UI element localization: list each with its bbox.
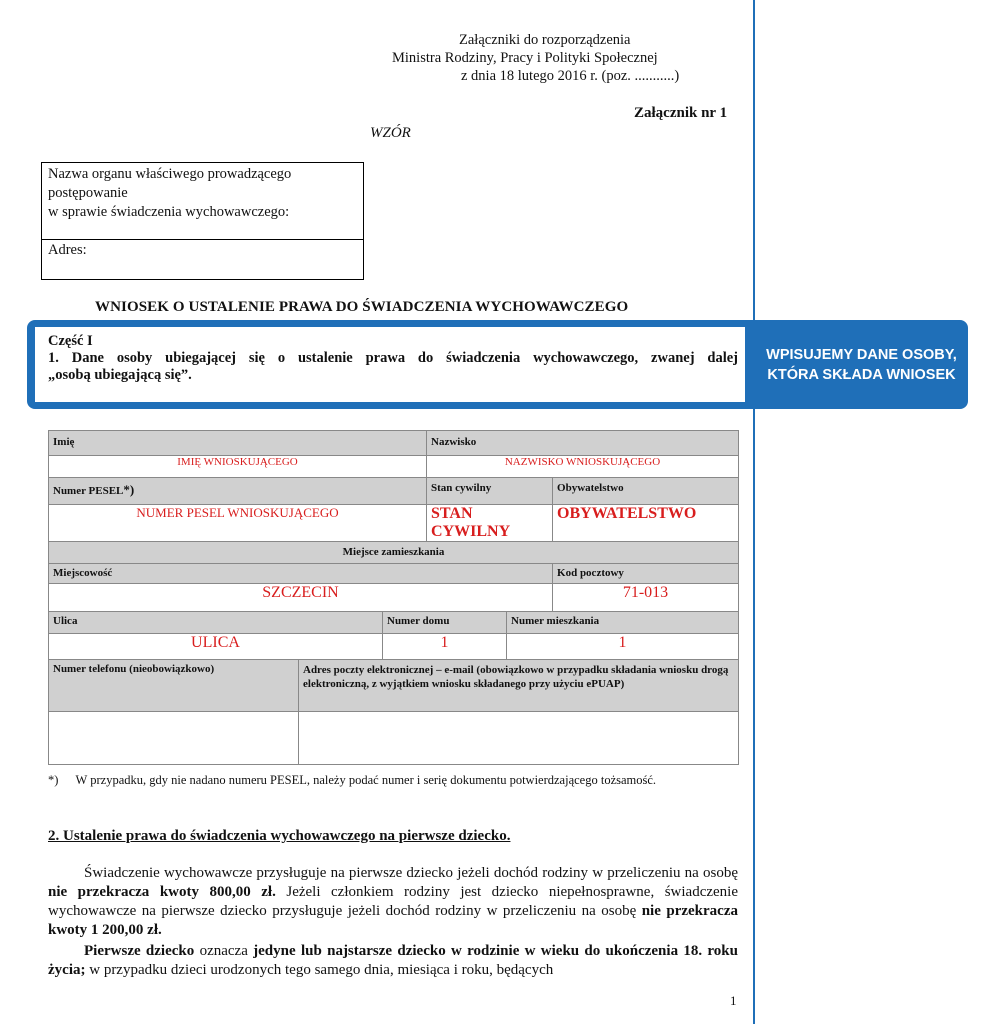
street-field[interactable]: ULICA [49,634,383,660]
attachment-number: Załącznik nr 1 [634,105,728,121]
first-name-label: Imię [49,431,427,456]
phone-field[interactable] [49,712,299,765]
apartment-number-field[interactable]: 1 [507,634,739,660]
first-name-field[interactable]: IMIĘ WNIOSKUJĄCEGO [49,456,427,478]
p2-text-a: Pierwsze dziecko [84,943,195,959]
residence-label: Miejsce zamieszkania [49,542,739,564]
organ-box [41,162,364,280]
form-title: WNIOSEK O USTALENIE PRAWA DO ŚWIADCZENIA WYCHOWAWCZEGO [95,299,629,315]
marital-status-label: Stan cywilny [427,478,553,505]
pesel-field[interactable]: NUMER PESEL WNIOSKUJĄCEGO [49,505,427,542]
email-label: Adres poczty elektronicznej – e-mail (obowiązkowo w przypadku składania wniosku drogą elektroniczną, z wyjątkiem wniosku składanego przy użyciu ePUAP) [299,660,739,712]
pesel-footnote-mark: *) [123,482,135,497]
house-number-label: Numer domu [383,612,507,634]
organ-name-line-3: w sprawie świadczenia wychowawczego: [48,204,290,220]
street-label: Ulica [49,612,383,634]
footnote [48,773,656,788]
margin-line [753,0,755,1024]
phone-label: Numer telefonu (nieobowiązkowo) [49,660,299,712]
section2-paragraph-1 [48,864,738,940]
apartment-number-label: Numer mieszkania [507,612,739,634]
applicant-data-table [48,430,739,765]
section2-paragraph-2 [48,942,738,980]
house-number-field[interactable]: 1 [383,634,507,660]
instruction-note [755,345,968,385]
part1-label: Część I [48,333,93,349]
organ-address-label: Adres: [48,242,87,258]
footnote-mark: *) [48,773,59,787]
organ-address-cell[interactable] [42,240,363,261]
instruction-note-line-2: KTÓRA SKŁADA WNIOSEK [767,367,956,383]
p1-text-b: nie przekracza kwoty 800,00 zł. [48,884,276,900]
header-line-2: Ministra Rodziny, Pracy i Polityki Społecznej [392,50,658,66]
p1-text-a: Świadczenie wychowawcze przysługuje na pierwsze dziecko jeżeli dochód rodziny w przeliczeniu na osobę [84,865,738,881]
p2-text-b: oznacza [194,943,254,959]
city-label: Miejscowość [49,564,553,584]
marital-status-field[interactable]: STAN CYWILNY [427,505,553,542]
part1-heading [48,333,738,384]
organ-name-cell[interactable] [42,163,363,240]
p1-text-c: Jeżeli członkiem rodziny jest dziecko niepełnosprawne, świadczenie wychowawcze na pierwsze dziecko przysługuje jeżeli dochód rodziny w przeliczeniu na osobę [48,884,738,919]
p2-text-d: w przypadku dzieci urodzonych tego samego dnia, miesiąca i roku, będących [85,962,554,978]
page-number: 1 [730,993,737,1008]
header-line-3: z dnia 18 lutego 2016 r. (poz. ...........) [461,68,680,84]
citizenship-field[interactable]: OBYWATELSTWO [553,505,739,542]
p2-text-c: jedyne lub najstarsze dziecko w rodzinie w wieku do ukończenia 18. roku życia; [48,943,738,978]
city-field[interactable]: SZCZECIN [49,584,553,612]
organ-name-line-2: postępowanie [48,185,128,201]
section2-heading: 2. Ustalenie prawa do świadczenia wychowawczego na pierwsze dziecko. [48,828,511,844]
email-field[interactable] [299,712,739,765]
template-label: WZÓR [370,125,411,141]
last-name-label: Nazwisko [427,431,739,456]
header-line-1: Załączniki do rozporządzenia [459,32,631,48]
postal-code-field[interactable]: 71-013 [553,584,739,612]
citizenship-label: Obywatelstwo [553,478,739,505]
organ-name-line-1: Nazwa organu właściwego prowadzącego [48,166,292,182]
instruction-note-line-1: WPISUJEMY DANE OSOBY, [766,347,957,363]
footnote-text: W przypadku, gdy nie nadano numeru PESEL, należy podać numer i serię dokumentu potwierdzającego tożsamość. [75,773,657,787]
pesel-label [49,478,427,505]
last-name-field[interactable]: NAZWISKO WNIOSKUJĄCEGO [427,456,739,478]
postal-code-label: Kod pocztowy [553,564,739,584]
p1-text-d: nie przekracza kwoty 1 200,00 zł. [48,903,738,938]
part1-heading-line-1: 1. Dane osoby ubiegającej się o ustalenie prawa do świadczenia wychowawczego, zwanej dalej [48,350,738,366]
part1-heading-line-2: „osobą ubiegającą się”. [48,367,192,383]
pesel-label-text: Numer PESEL [53,485,124,497]
